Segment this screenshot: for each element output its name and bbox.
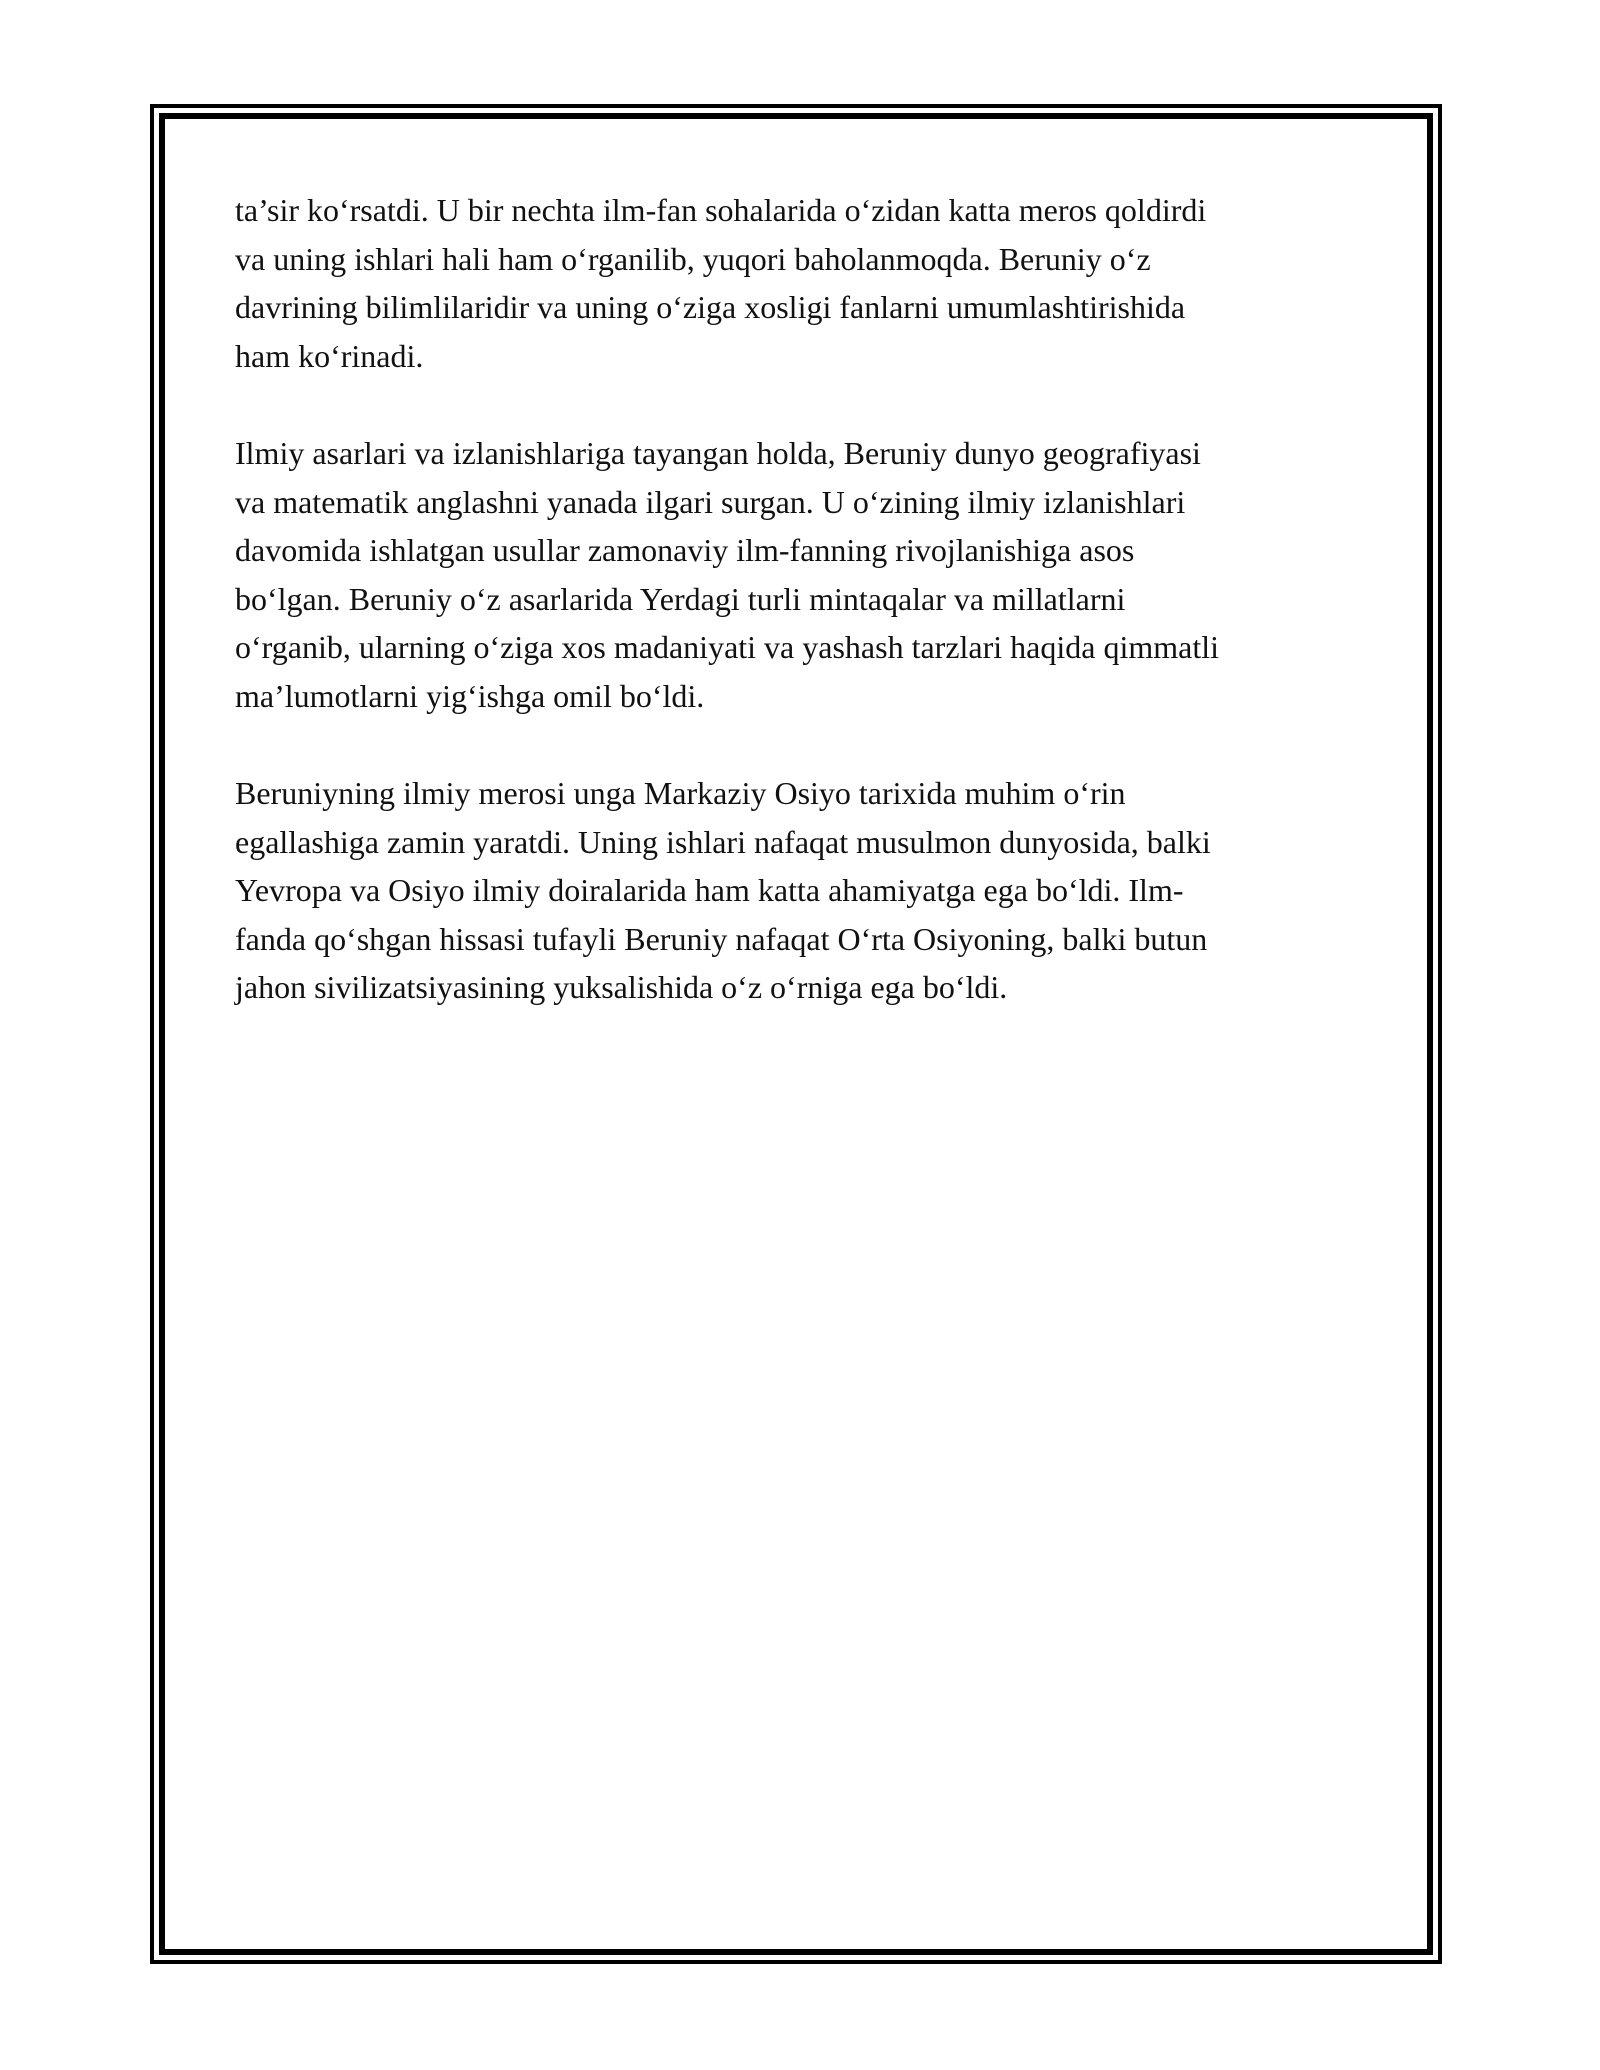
paragraph-3: Beruniyning ilmiy merosi unga Markaziy Osiyo tarixida muhim o‘rin egallashiga zamin yaratdi. Uning ishlari nafaqat musulmon dunyosida, balki Yevropa va Osiyo ilmiy doiralarida ham katta ahamiyatga ega bo‘ldi. Ilm- fanda qo‘shgan hissasi tufayli Beruniy nafaqat O‘rta Osiyoning, balki butun jahon sivilizatsiyasining yuksalishida o‘z o‘rniga ega bo‘ldi. [235, 775, 1211, 1005]
document-body [235, 186, 1385, 1061]
paragraph-2: Ilmiy asarlari va izlanishlariga tayangan holda, Beruniy dunyo geografiyasi va matematik anglashni yanada ilgari surgan. U o‘zining ilmiy izlanishlari davomida ishlatgan usullar zamonaviy ilm-fanning rivojlanishiga asos bo‘lgan. Beruniy o‘z asarlarida Yerdagi turli mintaqalar va millatlarni o‘rganib, ularning o‘ziga xos madaniyati va yashash tarzlari haqida qimmatli ma’lumotlarni yig‘ishga omil bo‘ldi. [235, 435, 1219, 714]
paragraph-1: ta’sir ko‘rsatdi. U bir nechta ilm-fan sohalarida o‘zidan katta meros qoldirdi va uning ishlari hali ham o‘rganilib, yuqori baholanmoqda. Beruniy o‘z davrining bilimlilaridir va uning o‘ziga xosligi fanlarni umumlashtirishida ham ko‘rinadi. [235, 192, 1207, 374]
